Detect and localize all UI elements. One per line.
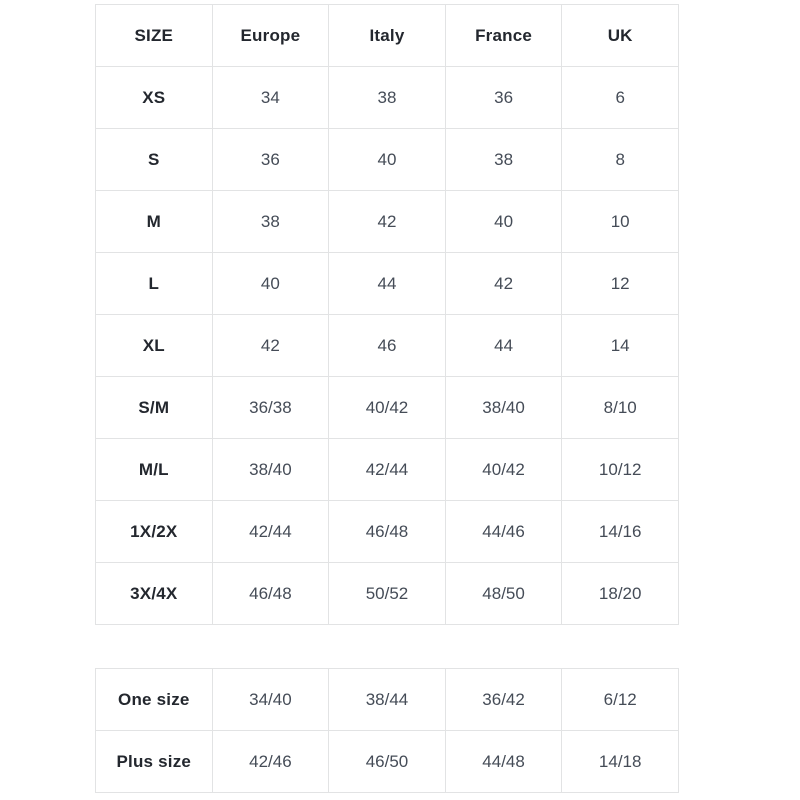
table-row [96,377,679,439]
size-cell: XS [96,67,213,129]
table-row [96,669,679,731]
value-cell: 10/12 [562,439,679,501]
value-cell: 14/16 [562,501,679,563]
header-cell-italy: Italy [329,5,446,67]
table-row [96,563,679,625]
value-cell: 44/46 [445,501,562,563]
value-cell: 44 [445,315,562,377]
value-cell: 38 [329,67,446,129]
header-cell-france: France [445,5,562,67]
value-cell: 40 [212,253,329,315]
table-row [96,439,679,501]
value-cell: 42/44 [212,501,329,563]
table-row [96,501,679,563]
value-cell: 38/40 [212,439,329,501]
value-cell: 18/20 [562,563,679,625]
value-cell: 38 [212,191,329,253]
value-cell: 44 [329,253,446,315]
size-cell: XL [96,315,213,377]
header-cell-size: SIZE [96,5,213,67]
value-cell: 8 [562,129,679,191]
value-cell: 36/38 [212,377,329,439]
value-cell: 38/40 [445,377,562,439]
table-row [96,731,679,793]
header-row [96,5,679,67]
value-cell: 6 [562,67,679,129]
value-cell: 6/12 [562,669,679,731]
value-cell: 50/52 [329,563,446,625]
size-cell: 1X/2X [96,501,213,563]
value-cell: 38/44 [329,669,446,731]
value-cell: 46/50 [329,731,446,793]
value-cell: 42/46 [212,731,329,793]
value-cell: 40 [445,191,562,253]
value-cell: 42 [212,315,329,377]
table-row [96,67,679,129]
value-cell: 14 [562,315,679,377]
value-cell: 36 [445,67,562,129]
value-cell: 34 [212,67,329,129]
header-cell-europe: Europe [212,5,329,67]
size-cell: M/L [96,439,213,501]
size-cell: M [96,191,213,253]
table-row [96,253,679,315]
value-cell: 44/48 [445,731,562,793]
value-cell: 48/50 [445,563,562,625]
table-row [96,315,679,377]
value-cell: 42/44 [329,439,446,501]
value-cell: 40 [329,129,446,191]
value-cell: 10 [562,191,679,253]
size-cell: S/M [96,377,213,439]
value-cell: 36 [212,129,329,191]
size-cell: One size [96,669,213,731]
value-cell: 42 [445,253,562,315]
value-cell: 40/42 [445,439,562,501]
value-cell: 46 [329,315,446,377]
special-sizes-table [95,668,679,793]
value-cell: 40/42 [329,377,446,439]
table-row [96,191,679,253]
size-cell: Plus size [96,731,213,793]
value-cell: 36/42 [445,669,562,731]
value-cell: 14/18 [562,731,679,793]
header-cell-uk: UK [562,5,679,67]
size-cell: L [96,253,213,315]
table-row [96,129,679,191]
value-cell: 42 [329,191,446,253]
size-cell: 3X/4X [96,563,213,625]
value-cell: 46/48 [329,501,446,563]
size-cell: S [96,129,213,191]
value-cell: 8/10 [562,377,679,439]
size-conversion-table [95,4,679,625]
value-cell: 34/40 [212,669,329,731]
value-cell: 38 [445,129,562,191]
value-cell: 46/48 [212,563,329,625]
value-cell: 12 [562,253,679,315]
